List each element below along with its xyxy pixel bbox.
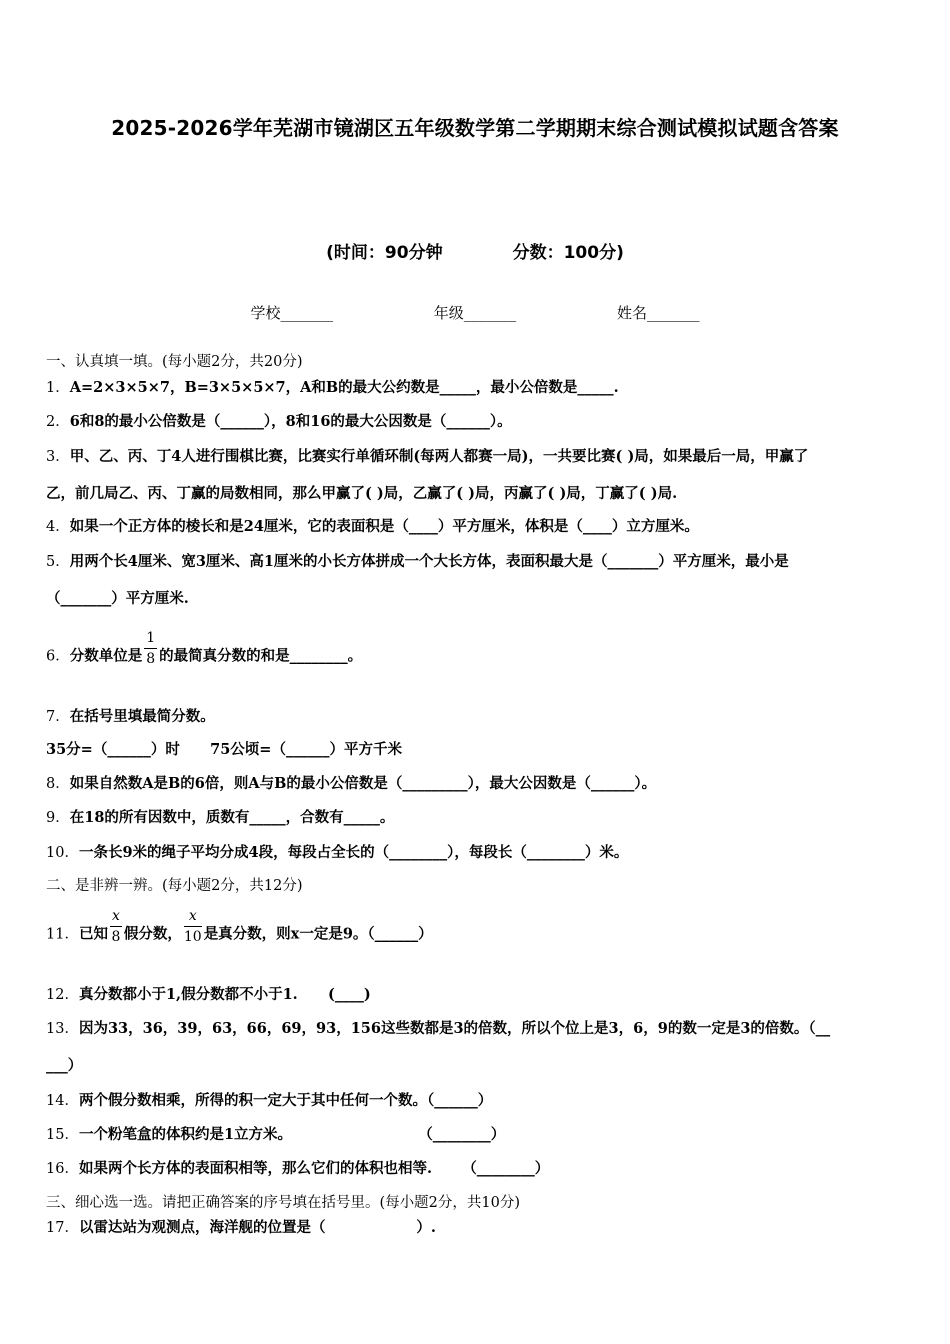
question-11 bbox=[46, 908, 433, 955]
question-number: 12． bbox=[46, 987, 79, 1003]
question-text: 在括号里填最简分数。 bbox=[69, 708, 215, 725]
question-text: 以雷达站为观测点，海洋舰的位置是（ ）. bbox=[78, 1219, 436, 1236]
student-info bbox=[0, 302, 950, 323]
question-4 bbox=[46, 515, 699, 536]
fraction-denominator: 8 bbox=[111, 929, 121, 945]
exam-meta bbox=[0, 238, 950, 263]
question-text: 因为33，36，39，63，66，69，93，156这些数都是3的倍数，所以个位上是3，6，9的数一定是3的倍数。（__ bbox=[78, 1020, 831, 1037]
question-text-end: 是真分数，则x一定是9。（______） bbox=[203, 925, 433, 943]
question-text: 分数单位是 bbox=[69, 647, 143, 665]
question-number: 6． bbox=[46, 648, 70, 665]
question-12 bbox=[46, 983, 371, 1004]
question-3-continued: 乙，前几局乙、丙、丁赢的局数相同，那么甲赢了( )局，乙赢了( )局，丙赢了( )局，丁赢了( )局. bbox=[46, 485, 678, 502]
question-text: 用两个长4厘米、宽3厘米、高1厘米的小长方体拼成一个大长方体，表面积最大是（_______）平方厘米，最小是 bbox=[69, 553, 789, 570]
question-text: 真分数都小于1,假分数都不小于1. (____) bbox=[78, 986, 371, 1003]
question-7 bbox=[46, 705, 215, 726]
section-1-heading: 一、认真填一填。(每小题2分，共20分) bbox=[46, 354, 303, 370]
question-number: 17． bbox=[46, 1220, 79, 1236]
fraction-denominator: 10 bbox=[183, 929, 202, 945]
fraction-x-over-10 bbox=[184, 906, 202, 947]
section-3-heading: 三、细心选一选。请把正确答案的序号填在括号里。(每小题2分，共10分) bbox=[46, 1195, 520, 1211]
question-number: 4． bbox=[46, 519, 70, 535]
question-number: 8． bbox=[46, 776, 70, 792]
question-13-continued: ___） bbox=[46, 1057, 83, 1074]
question-number: 10． bbox=[46, 845, 79, 861]
question-text: 一个粉笔盒的体积约是1立方米。 （________） bbox=[78, 1126, 506, 1143]
fraction-numerator: x bbox=[184, 906, 202, 927]
question-number: 16． bbox=[46, 1161, 79, 1177]
document-title: 2025-2026学年芜湖市镜湖区五年级数学第二学期期末综合测试模拟试题含答案 bbox=[111, 116, 839, 140]
question-number: 2． bbox=[46, 414, 70, 430]
fraction-numerator: 1 bbox=[144, 628, 157, 649]
question-13 bbox=[46, 1017, 830, 1038]
question-text: 如果一个正方体的棱长和是24厘米，它的表面积是（____）平方厘米，体积是（____）立方厘米。 bbox=[69, 518, 699, 535]
question-number: 1． bbox=[46, 380, 70, 396]
question-text-mid: 假分数， bbox=[123, 925, 182, 943]
question-16 bbox=[46, 1157, 549, 1178]
question-8 bbox=[46, 772, 656, 793]
question-10 bbox=[46, 841, 628, 862]
question-text: 两个假分数相乘，所得的积一定大于其中任何一个数。（______） bbox=[78, 1092, 493, 1109]
question-1 bbox=[46, 376, 619, 397]
question-3 bbox=[46, 445, 808, 466]
question-text: 甲、乙、丙、丁4人进行围棋比赛，比赛实行单循环制(每两人都赛一局)，一共要比赛( )局，如果最后一局，甲赢了 bbox=[69, 448, 809, 465]
question-number: 5． bbox=[46, 554, 70, 570]
question-text: 如果自然数A是B的6倍，则A与B的最小公倍数是（_________），最大公因数是（______）。 bbox=[69, 775, 657, 792]
school-field: 学校_______ bbox=[250, 304, 333, 322]
question-14 bbox=[46, 1089, 492, 1110]
question-text: 已知 bbox=[78, 925, 108, 943]
question-number: 9． bbox=[46, 810, 70, 826]
fraction-numerator: x bbox=[110, 906, 122, 927]
fraction-denominator: 8 bbox=[146, 651, 156, 667]
exam-time: (时间：90分钟 bbox=[326, 243, 443, 263]
question-text: 在18的所有因数中，质数有_____，合数有_____。 bbox=[69, 809, 395, 826]
question-17 bbox=[46, 1216, 436, 1237]
grade-field: 年级_______ bbox=[433, 304, 517, 322]
section-2-heading: 二、是非辨一辨。(每小题2分，共12分) bbox=[46, 878, 303, 894]
fraction-one-eighth bbox=[144, 628, 157, 669]
fraction-x-over-8 bbox=[110, 906, 122, 947]
question-number: 3． bbox=[46, 449, 70, 465]
question-2 bbox=[46, 410, 512, 431]
question-text: 一条长9米的绳子平均分成4段，每段占全长的（________），每段长（________）米。 bbox=[78, 844, 629, 861]
name-field: 姓名_______ bbox=[617, 304, 700, 322]
question-number: 7． bbox=[46, 709, 70, 725]
question-5 bbox=[46, 550, 789, 571]
question-number: 11． bbox=[46, 926, 79, 943]
question-9 bbox=[46, 806, 394, 827]
question-15 bbox=[46, 1123, 505, 1144]
exam-score: 分数：100分) bbox=[512, 243, 624, 263]
question-number: 15． bbox=[46, 1127, 79, 1143]
question-text-end: 的最简真分数的和是________。 bbox=[159, 647, 363, 665]
question-7-items: 35分=（______）时 75公顷=（______）平方千米 bbox=[46, 741, 402, 758]
question-text: A=2×3×5×7，B=3×5×5×7，A和B的最大公约数是_____，最小公倍数是_____. bbox=[69, 379, 619, 396]
question-6 bbox=[46, 630, 363, 677]
question-number: 14． bbox=[46, 1093, 79, 1109]
question-text: 6和8的最小公倍数是（______），8和16的最大公因数是（______）。 bbox=[69, 413, 512, 430]
question-5-continued: （_______）平方厘米. bbox=[46, 590, 189, 607]
question-number: 13． bbox=[46, 1021, 79, 1037]
question-text: 如果两个长方体的表面积相等，那么它们的体积也相等. （________） bbox=[78, 1160, 550, 1177]
